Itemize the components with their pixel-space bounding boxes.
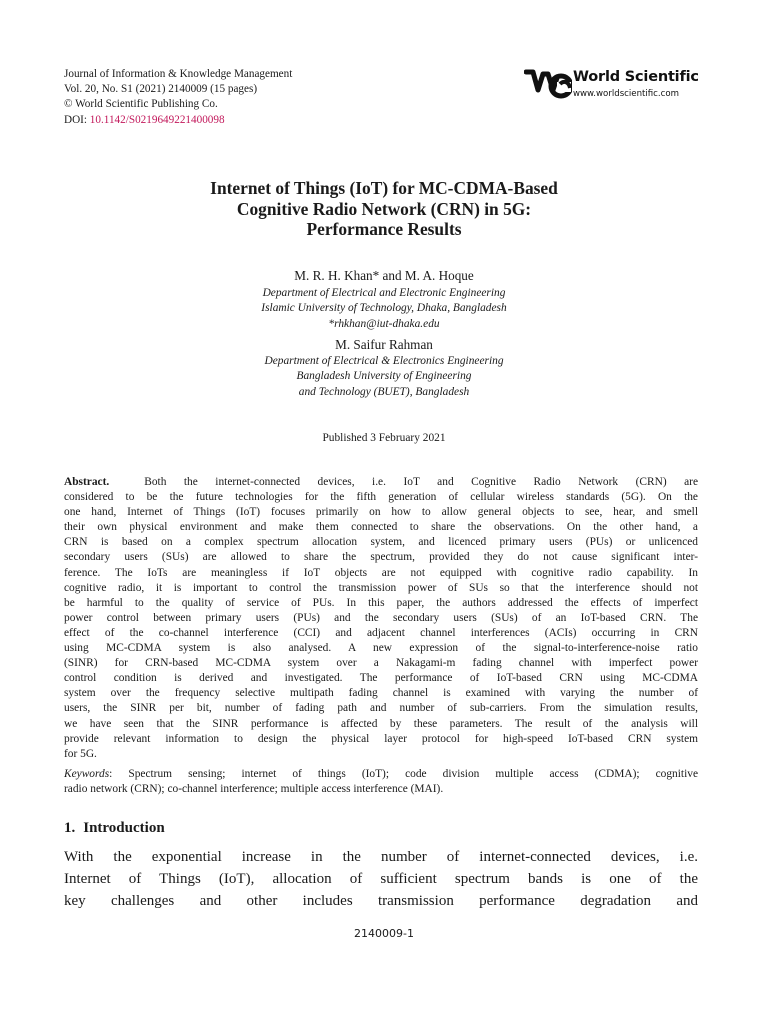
abstract-line: users, the SINR per bit, number of fading path and number of sub-carriers. From the simulation results, [64, 702, 698, 715]
introduction-body [64, 846, 698, 913]
abstract-line: considered to be the future technologies for the fifth generation of cellular wireless standards (5G). On the [64, 491, 698, 504]
body-line: With the exponential increase in the number of internet-connected devices, i.e. [64, 849, 698, 865]
abstract-line: we have seen that the SINR performance is affected by these parameters. The result of the analysis will [64, 717, 698, 730]
affiliation-line: Department of Electrical and Electronic Engineering [262, 287, 506, 299]
section-title: Introduction [83, 820, 165, 836]
affiliation-line: Islamic University of Technology, Dhaka, Bangladesh [261, 302, 507, 315]
journal-doi [64, 113, 292, 128]
publisher-name: World Scientific [573, 69, 699, 85]
journal-info [64, 67, 292, 128]
publisher-url[interactable]: www.worldscientific.com [573, 89, 679, 99]
abstract-line: provide relevant information to design the physical layer protocol for high-speed IoT-based CRN system [64, 732, 698, 745]
abstract-label: Abstract. [64, 476, 110, 488]
doi-label: DOI: [64, 113, 87, 126]
section-number: 1. [64, 820, 76, 836]
keywords [64, 767, 698, 797]
author-affiliation [64, 354, 704, 400]
abstract-line: Abstract. Both the internet-connected devices, i.e. IoT and Cognitive Radio Network (CRN) are [64, 476, 699, 488]
world-scientific-logo-icon [524, 68, 572, 102]
keywords-line: radio network (CRN); co-channel interference; multiple access interference (MAI). [64, 783, 444, 796]
doi-link[interactable]: 10.1142/S0219649221400098 [89, 113, 225, 126]
section-heading [64, 820, 165, 837]
journal-name: Journal of Information & Knowledge Management [64, 68, 293, 80]
body-line: key challenges and other includes transmission performance degradation and [64, 893, 698, 910]
abstract-line: using MC-CDMA system is also analysed. A new expression of the signal-to-interference-noise ratio [64, 642, 698, 655]
author-names: M. Saifur Rahman [335, 337, 433, 352]
keywords-line: Keywords: Spectrum sensing; internet of things (IoT); code division multiple access (CDMA); cognitive [64, 768, 698, 780]
journal-volume: Vol. 20, No. S1 (2021) 2140009 (15 pages) [64, 83, 258, 96]
abstract-line: one hand, Internet of Things (IoT) focuses primarily on how to allow general objects to see, hear, and smell [64, 506, 698, 519]
affiliation-line: Department of Electrical & Electronics Engineering [264, 355, 504, 367]
abstract-line: ference. The IoTs are meaningless if IoT objects are not equipped with cognitive radio capability. In [64, 566, 698, 579]
paper-title [64, 178, 704, 240]
abstract-line: effect of the co-channel interference (CCI) and adjacent channel interferences (ACIs) occurring in CRN [64, 626, 698, 639]
author-email[interactable]: *rhkhan@iut-dhaka.edu [328, 317, 440, 330]
abstract [64, 475, 698, 762]
affiliation-line: Bangladesh University of Engineering [296, 370, 472, 383]
author-names: M. R. H. Khan* and M. A. Hoque [294, 268, 474, 283]
keywords-label: Keywords [64, 768, 110, 780]
affiliation-line: and Technology (BUET), Bangladesh [298, 385, 470, 398]
page-number: 2140009-1 [354, 927, 414, 940]
abstract-line: CRN is based on a complex spectrum allocation system, and licenced primary users (PUs) or unlicenced [64, 536, 698, 549]
abstract-line: control condition is derived and investigated. The performance of IoT-based CRN using MC-CDMA [64, 672, 698, 685]
title-line: Internet of Things (IoT) for MC-CDMA-Based [210, 178, 558, 198]
title-line: Performance Results [306, 219, 462, 240]
abstract-line: (SINR) for CRN-based MC-CDMA system over a Nakagami-m fading channel with imperfect power [64, 657, 698, 670]
abstract-line: for 5G. [64, 747, 97, 760]
abstract-line: power control between primary users (PUs) and the secondary users (SUs) of an IoT-based CRN. The [64, 611, 698, 624]
abstract-line: cognitive radio, it is important to control the transmission power of SUs so that the interference should not [64, 581, 698, 594]
abstract-line: be harmful to the quality of service of PUs. In this paper, the authors addressed the effects of imperfect [64, 596, 698, 609]
journal-copyright: © World Scientific Publishing Co. [64, 98, 218, 111]
title-line: Cognitive Radio Network (CRN) in 5G: [236, 198, 532, 219]
published-date: Published 3 February 2021 [322, 432, 446, 444]
abstract-line: their own physical environment and make them connected to share the observations. On the other hand, a [64, 521, 698, 534]
publisher-logo [524, 68, 704, 102]
abstract-line: secondary users (SUs) are allowed to share the spectrum, provided they do not cause significant inter- [64, 551, 698, 564]
body-line: Internet of Things (IoT), allocation of sufficient spectrum bands is one of the [64, 871, 698, 888]
abstract-line: system over the frequency selective multipath fading channel is examined with varying the number of [64, 687, 698, 700]
author-affiliation [64, 286, 704, 332]
